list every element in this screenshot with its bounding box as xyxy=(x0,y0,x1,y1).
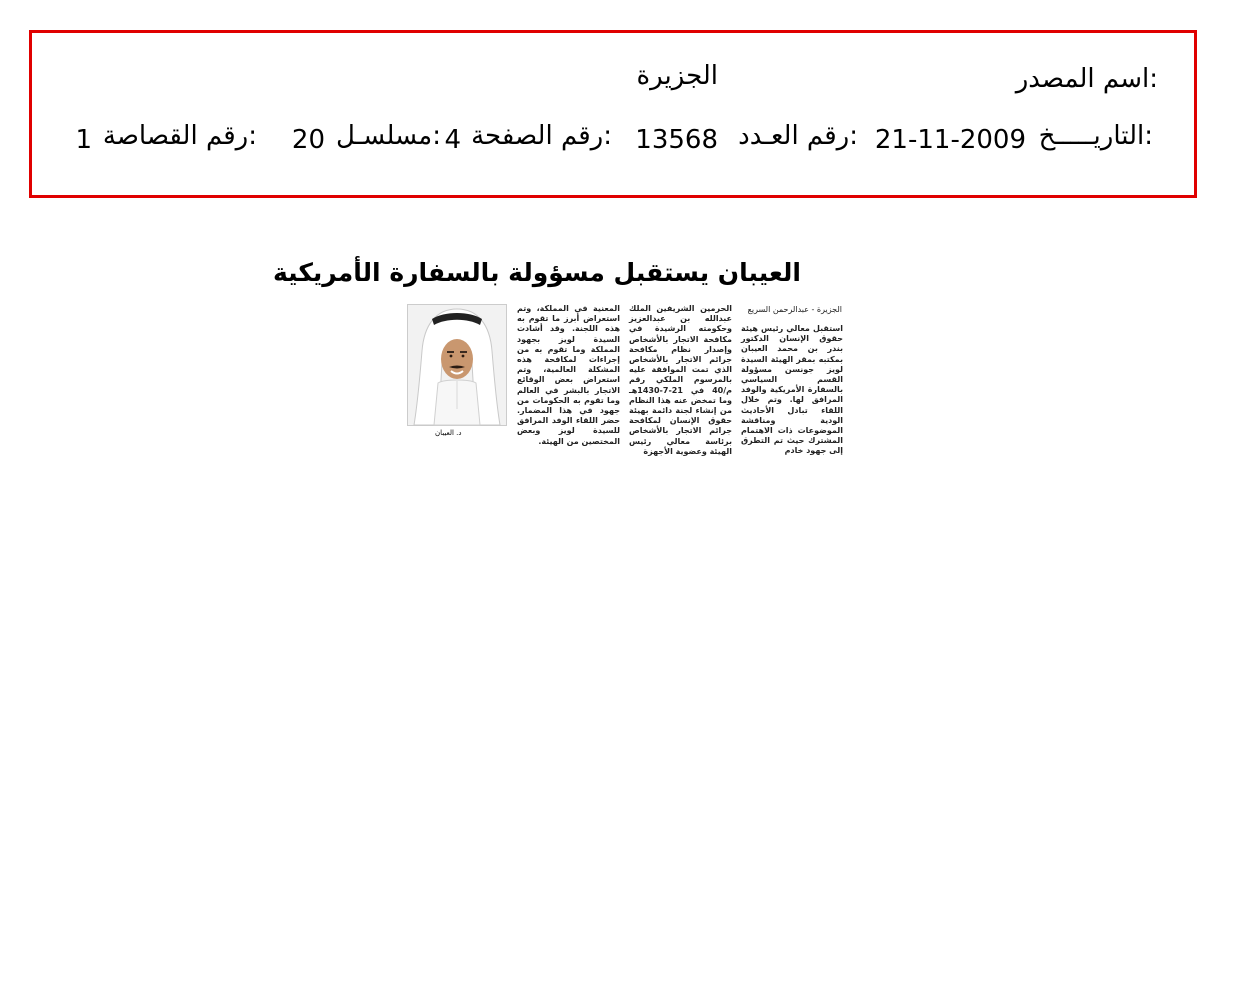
photo-caption: د. العيبان xyxy=(435,429,462,437)
serial-value: 20 xyxy=(291,125,325,155)
page-value: 4 xyxy=(444,125,461,155)
clip-label: رقم القصاصة: xyxy=(102,121,257,151)
article-column-1: استقبل معالي رئيس هيئة حقوق الإنسان الدكتور بندر بن محمد العيبان بمكتبه بمقر الهيئة السيدة لويز جونسن مسؤولة القسم السياسي بالسفارة الأمريكية والوفد المرافق لها. وتم خلال اللقاء تبادل الأحاديث الودية ومناقشة الموضوعات ذات الاهتمام المشترك حيث تم التطرق إلى جهود خادم xyxy=(741,324,843,456)
source-label: اسم المصدر: xyxy=(1015,64,1158,94)
serial-label: مسلسـل: xyxy=(336,121,441,151)
page-label: رقم الصفحة: xyxy=(471,121,612,151)
article-headline: العيبان يستقبل مسؤولة بالسفارة الأمريكية xyxy=(272,258,801,287)
article-column-2: الحرمين الشريفين الملك عبدالله بن عبدالعزيز وحكومته الرشيدة في مكافحة الاتجار بالأشخاص وإصدار نظام مكافحة جرائم الاتجار بالأشخاص الذي تمت الموافقة عليه بالمرسوم الملكي رقم م/40 في 21-7-1430هـ وما تمخض عنه هذا النظام من إنشاء لجنة دائمة بهيئة حقوق الإنسان لمكافحة جرائم الاتجار بالأشخاص برئاسة معالي رئيس الهيئة وعضوية الأجهزة xyxy=(629,304,732,456)
issue-value: 13568 xyxy=(635,125,718,155)
portrait-photo xyxy=(407,304,507,426)
clip-value: 1 xyxy=(75,125,92,155)
issue-label: رقم العـدد: xyxy=(738,121,858,151)
article-column-3: المعنية في المملكة، وتم استعراض أبرز ما تقوم به هذه اللجنة. وقد أشادت السيدة لويز بجهود المملكة وما تقوم به من إجراءات لمكافحة هذه المشكلة العالمية، وتم استعراض بعض الوقائع الاتجار بالبشر في العالم وما تقوم به الحكومات من جهود في هذا المضمار. حضر اللقاء الوفد المرافق للسيدة لويز وبعض المختصين من الهيئة. xyxy=(517,304,620,446)
date-value: 21-11-2009 xyxy=(874,125,1026,155)
metadata-box xyxy=(29,30,1197,198)
portrait-illustration xyxy=(408,305,506,425)
article-byline: الجزيرة - عبدالرحمن السريع xyxy=(747,305,842,314)
date-label: التاريـــــخ: xyxy=(1038,121,1153,151)
newspaper-clipping xyxy=(272,252,845,456)
source-value: الجزيرة xyxy=(636,61,718,91)
